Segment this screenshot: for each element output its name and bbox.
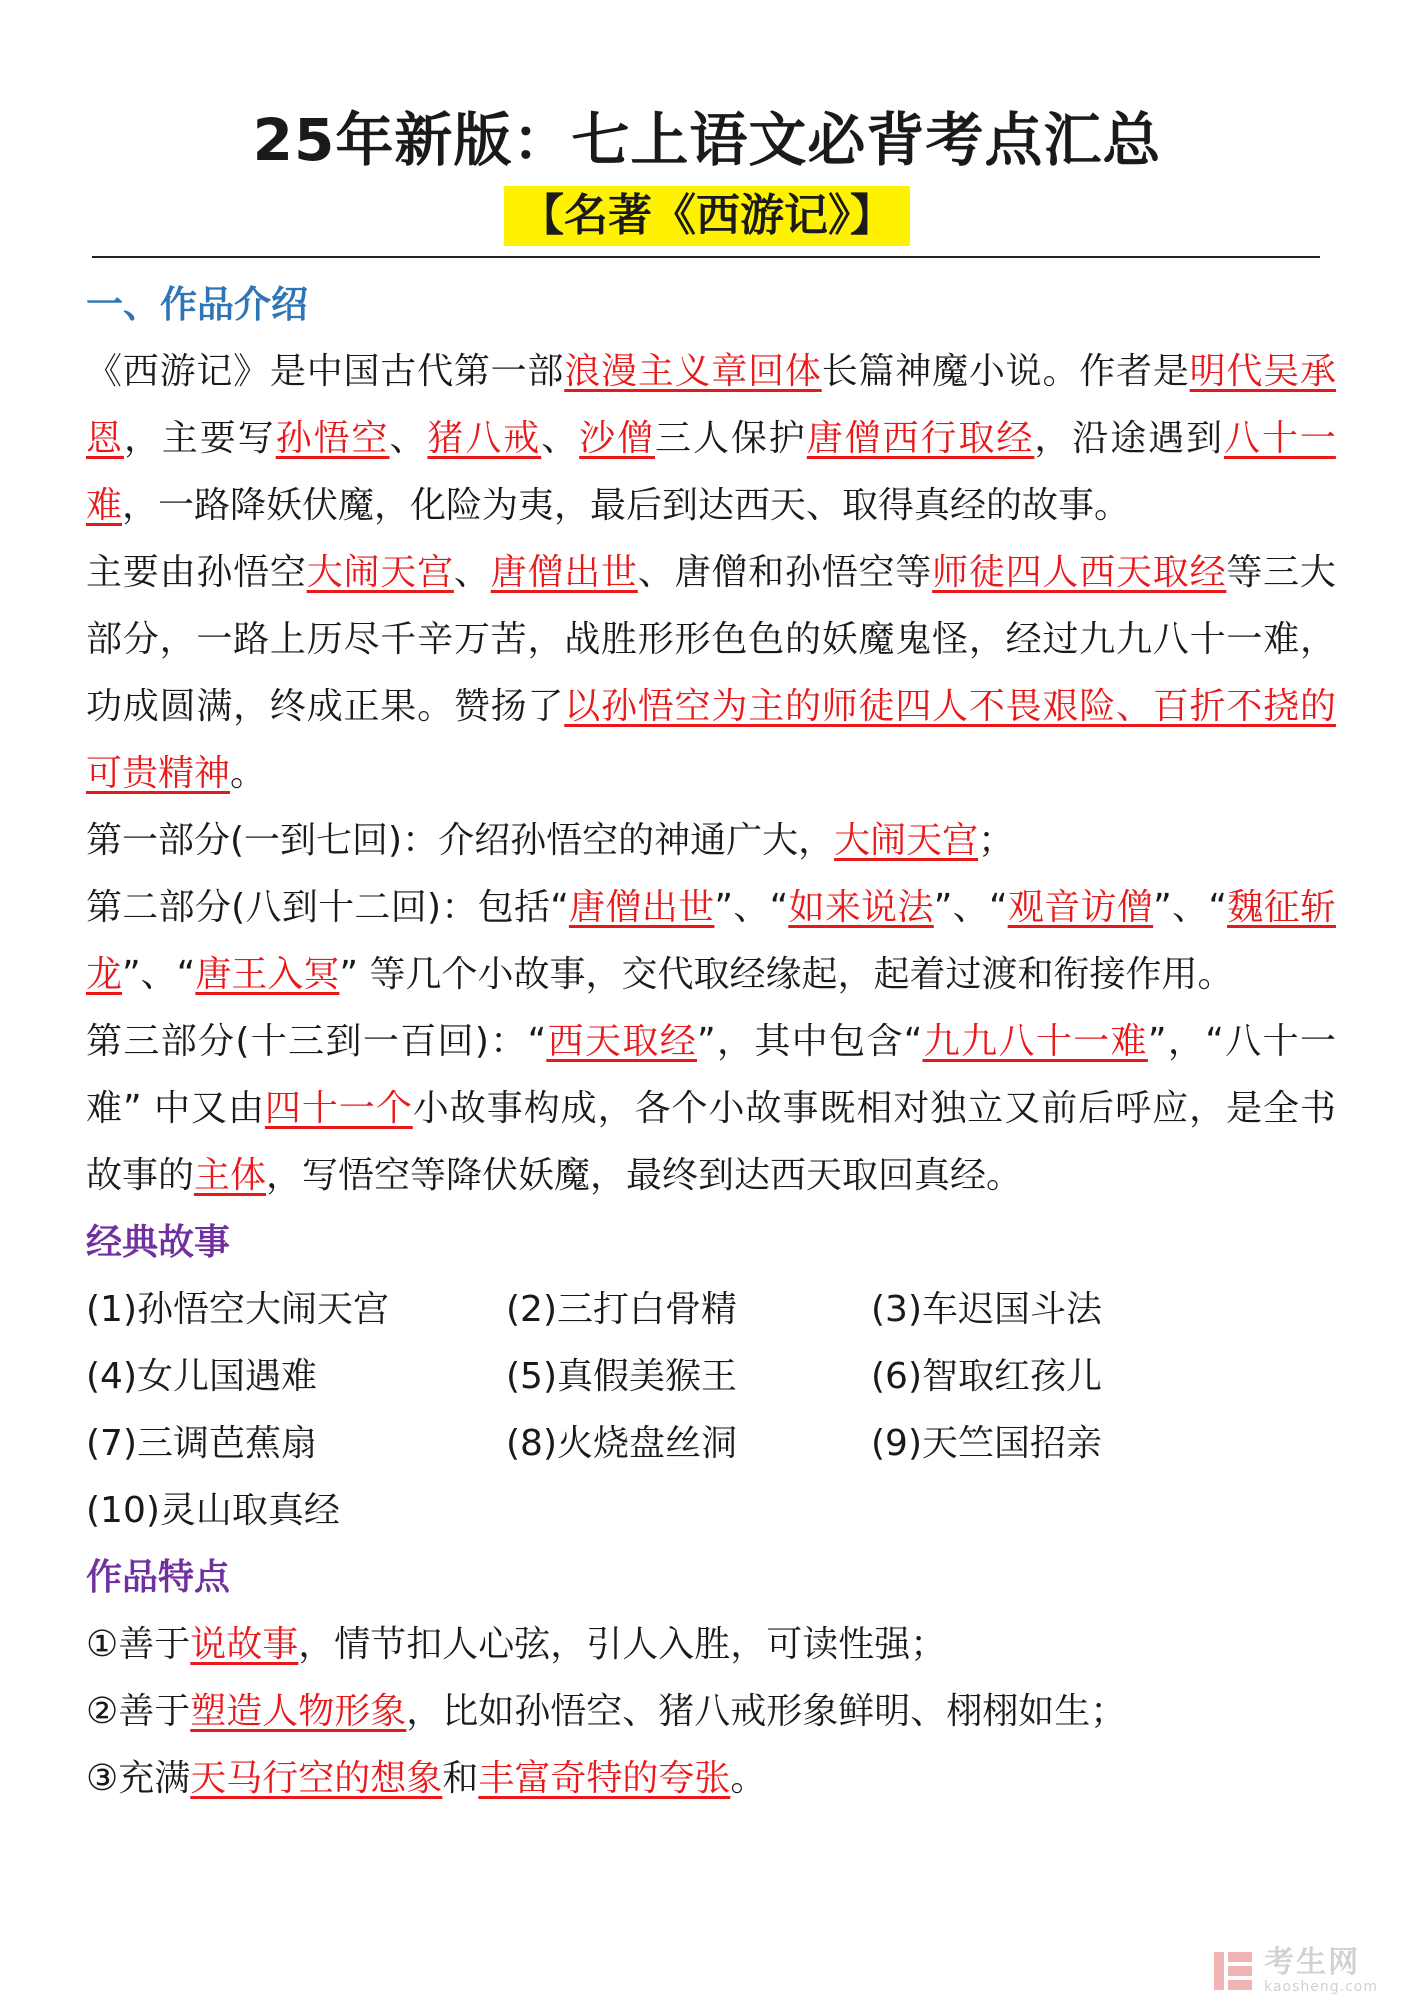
highlight-term: 唐僧出世 (568, 887, 715, 928)
text-run: 、 (541, 418, 580, 459)
story-row (86, 1276, 1336, 1343)
story-item: (1)孙悟空大闹天宫 (86, 1289, 389, 1330)
text-run: 。 (730, 1758, 767, 1799)
highlight-term: 以孙悟空为主的师徒四人不畏艰险、百折不挠的可贵精神 (86, 686, 1336, 794)
text-run: 第三部分(十三到一百回)：“ (86, 1021, 547, 1062)
highlight-term: 天马行空的想象 (190, 1758, 443, 1799)
text-run: 、 (389, 418, 428, 459)
highlight-term: 唐僧出世 (490, 552, 638, 593)
feature-item-1 (86, 1611, 1336, 1678)
title-divider (92, 256, 1320, 258)
text-run: 、 (453, 552, 491, 593)
highlight-term: 主体 (194, 1155, 267, 1196)
story-item: (3)车迟国斗法 (871, 1289, 1102, 1330)
highlight-term: 四十一个 (264, 1088, 413, 1129)
text-run: ”，其中包含“ (697, 1021, 923, 1062)
highlight-term: 沙僧 (579, 418, 656, 459)
text-run: ，情节扣人心弦，引人入胜，可读性强； (298, 1624, 947, 1665)
text-run: ，比如孙悟空、猪八戒形象鲜明、栩栩如生； (406, 1691, 1127, 1732)
highlight-term: 明代吴承恩 (86, 351, 1336, 459)
text-run: ，一路降妖伏魔，化险为夷，最后到达西天、取得真经的故事。 (122, 485, 1131, 526)
text-run: ①善于 (86, 1624, 191, 1665)
text-run: ” 等几个小故事，交代取经缘起，起着过渡和衔接作用。 (339, 954, 1234, 995)
text-run: ，写悟空等降伏妖魔，最终到达西天取回真经。 (266, 1155, 1023, 1196)
story-row (86, 1410, 1336, 1477)
watermark-text (1264, 1945, 1378, 1995)
text-run: 小故事构成，各个小故事既相对独立又前后呼应，是全书故事的 (86, 1088, 1336, 1196)
text-run: ”、“ (122, 954, 196, 995)
highlight-term: 唐王入冥 (195, 954, 340, 995)
highlight-term: 塑造人物形象 (190, 1691, 407, 1732)
text-run: 三人保护 (655, 418, 807, 459)
section-heading-stories: 经典故事 (86, 1222, 231, 1263)
text-run: 第一部分(一到七回)：介绍孙悟空的神通广大， (86, 820, 835, 861)
highlight-term: 西天取经 (546, 1021, 698, 1062)
highlight-term: 八十一难 (86, 418, 1336, 526)
watermark-name: 考生网 (1264, 1945, 1361, 1980)
highlight-term: 孙悟空 (275, 418, 390, 459)
highlight-term: 猪八戒 (427, 418, 542, 459)
highlight-term: 魏征斩龙 (86, 887, 1336, 995)
watermark-logo-icon (1210, 1948, 1256, 1994)
section-heading-features: 作品特点 (86, 1557, 231, 1598)
highlight-term: 如来说法 (788, 887, 934, 928)
main-content (86, 268, 1336, 1812)
text-run: ”、“ (933, 887, 1008, 928)
text-run: ”、“ (1153, 887, 1228, 928)
text-run: 和 (442, 1758, 479, 1799)
highlight-term: 说故事 (190, 1624, 299, 1665)
story-item: (4)女儿国遇难 (86, 1356, 317, 1397)
subtitle-wrap (0, 186, 1414, 246)
text-run: ，沿途遇到 (1034, 418, 1225, 459)
story-item: (10)灵山取真经 (86, 1490, 340, 1531)
text-run: ； (978, 820, 1015, 861)
highlight-term: 观音访僧 (1007, 887, 1154, 928)
highlight-term: 九九八十一难 (922, 1021, 1148, 1062)
story-item: (6)智取红孩儿 (871, 1356, 1102, 1397)
highlight-term: 大闹天宫 (834, 820, 979, 861)
highlight-term: 师徒四人西天取经 (932, 552, 1227, 593)
story-item: (8)火烧盘丝洞 (506, 1423, 737, 1464)
page-title: 25年新版：七上语文必背考点汇总 (252, 106, 1162, 174)
story-row (86, 1477, 1336, 1544)
story-item: (9)天竺国招亲 (871, 1423, 1102, 1464)
feature-item-3 (86, 1745, 1336, 1812)
story-item: (2)三打白骨精 (506, 1289, 737, 1330)
text-run: 《西游记》是中国古代第一部 (86, 351, 565, 392)
page-subtitle: 【名著《西游记》】 (504, 186, 910, 246)
part-two-paragraph (86, 874, 1336, 1008)
text-run: 。 (230, 753, 267, 794)
intro-paragraph-1 (86, 338, 1336, 539)
watermark-url: kaosheng.com (1264, 1979, 1378, 1995)
highlight-term: 浪漫主义章回体 (564, 351, 822, 392)
text-run: 主要由孙悟空 (86, 552, 307, 593)
text-run: ”，“八十一难” 中又由 (86, 1021, 1336, 1129)
story-item: (5)真假美猴王 (506, 1356, 737, 1397)
intro-paragraph-2 (86, 539, 1336, 807)
highlight-term: 大闹天宫 (306, 552, 454, 593)
part-three-paragraph (86, 1008, 1336, 1209)
text-run: ③充满 (86, 1758, 191, 1799)
text-run: 等三大部分，一路上历尽千辛万苦，战胜形形色色的妖魔鬼怪，经过九九八十一难，功成圆满，终成正果。赞扬了 (86, 552, 1336, 727)
text-run: 、唐僧和孙悟空等 (637, 552, 933, 593)
highlight-term: 丰富奇特的夸张 (478, 1758, 731, 1799)
part-one-paragraph (86, 807, 1336, 874)
site-watermark (1210, 1945, 1378, 1995)
story-row (86, 1343, 1336, 1410)
text-run: 长篇神魔小说。作者是 (821, 351, 1190, 392)
text-run: 第二部分(八到十二回)：包括“ (86, 887, 569, 928)
text-run: ，主要写 (123, 418, 276, 459)
section-heading-intro: 一、作品介绍 (86, 283, 308, 326)
highlight-term: 唐僧西行取经 (806, 418, 1035, 459)
story-list (86, 1276, 1336, 1544)
text-run: ”、“ (714, 887, 789, 928)
feature-item-2 (86, 1678, 1336, 1745)
text-run: ②善于 (86, 1691, 191, 1732)
story-item: (7)三调芭蕉扇 (86, 1423, 317, 1464)
